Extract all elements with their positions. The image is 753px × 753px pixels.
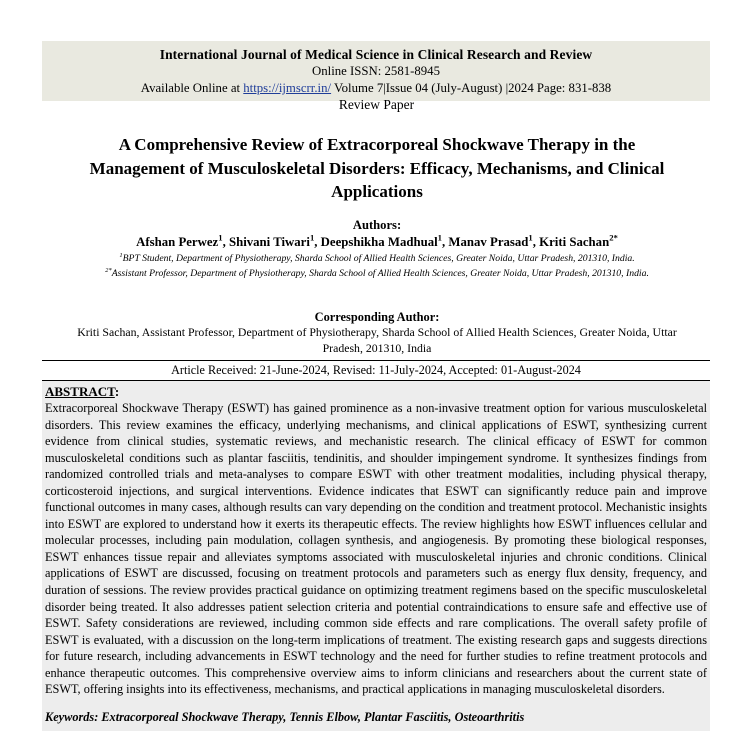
- abstract-section: [42, 381, 710, 731]
- corresponding-author-details: Kriti Sachan, Assistant Professor, Department of Physiotherapy, Sharda School of Allied Health Sciences, Greater Noida, Uttar Pradesh, 201310, India: [77, 325, 677, 355]
- affiliation-1: $^1$BPT Student, Department of Physiotherapy, Sharda School of Allied Health Sciences, Greater Noida, Uttar Pradesh, 201310, India.: [119, 251, 635, 264]
- journal-availability-line: [42, 80, 710, 97]
- journal-header-band: [42, 41, 710, 101]
- available-online-label: Available Online at: [140, 81, 244, 95]
- paper-type-label: Review Paper: [338, 97, 415, 112]
- abstract-heading-word: ABSTRACT: [45, 384, 115, 399]
- page-title: A Comprehensive Review of Extracorporeal Shockwave Therapy in the Management of Musculoskeletal Disorders: Efficacy, Mechanisms, and Clinical Applications: [89, 135, 665, 201]
- abstract-heading: [45, 383, 707, 400]
- article-dates: Article Received: 21-June-2024, Revised: 11-July-2024, Accepted: 01-August-2024: [42, 360, 710, 381]
- authors-label: Authors:: [352, 218, 402, 232]
- abstract-keywords: Keywords: Extracorporeal Shockwave Therapy, Tennis Elbow, Plantar Fasciitis, Osteoarthritis: [45, 709, 525, 724]
- journal-url-link[interactable]: https://ijmscrr.in/: [243, 81, 332, 95]
- journal-issn: Online ISSN: 2581-8945: [312, 64, 440, 78]
- authors-names: Afshan Perwez$^1$, Shivani Tiwari$^1$, Deepshikha Madhual$^1$, Manav Prasad$^1$, Kriti Sachan$^{2*}$: [136, 232, 618, 249]
- affiliation-2: $^{2*}$Assistant Professor, Department of Physiotherapy, Sharda School of Allied Health Sciences, Greater Noida, Uttar Pradesh, 201310, India.: [105, 266, 649, 279]
- authors-block: [48, 217, 706, 280]
- corresponding-author-label: Corresponding Author:: [314, 310, 440, 324]
- journal-volume-info: Volume 7|Issue 04 (July-August) |2024 Page: 831-838: [331, 81, 612, 95]
- abstract-body-text: Extracorporeal Shockwave Therapy (ESWT) has gained prominence as a non-invasive treatment option for various musculoskeletal disorders. This review examines the efficacy, underlying mechanisms, and clinical applications of ESWT, synthesizing current evidence from clinical studies, systematic reviews, and mechanistic research. The clinical efficacy of ESWT for common musculoskeletal conditions such as plantar fasciitis, tendinitis, and shoulder impingement syndrome. It synthesizes findings from randomized controlled trials and meta-analyses to compare ESWT with other treatment modalities, including physical therapy, corticosteroid injections, and surgical interventions. Evidence indicates that ESWT can significantly reduce pain and improve functional outcomes in many cases, although results can vary depending on the condition and treatment protocol. Mechanistic insights into ESWT are explored to understand how it exerts its therapeutic effects. The review highlights how ESWT influences cellular and molecular processes, including pain modulation, collagen synthesis, and angiogenesis. By promoting these biological responses, ESWT enhances tissue repair and alleviates symptoms associated with musculoskeletal injuries and chronic conditions. Clinical applications of ESWT are discussed, focusing on treatment protocols and parameters such as energy flux density, frequency, and duration of sessions. The review provides practical guidance on optimizing treatment regimens based on the specific musculoskeletal disorder being treated. It also addresses patient selection criteria and potential contraindications to ensure safe and effective use of ESWT. Safety considerations are reviewed, including common side effects and rare complications. The overall safety profile of ESWT is evaluated, with a discussion on the long-term implications of treatment. The existing research gaps and suggests directions for future research, including advancements in ESWT technology and the need for further studies to refine treatment protocols and enhance therapeutic outcomes. This comprehensive overview aims to inform clinicians and researchers about the current state of ESWT, offering insights into its effectiveness, mechanisms, and practical applications in managing musculoskeletal disorders.: [45, 401, 707, 697]
- journal-title: International Journal of Medical Science in Clinical Research and Review: [159, 47, 593, 62]
- abstract-heading-colon: :: [114, 384, 120, 399]
